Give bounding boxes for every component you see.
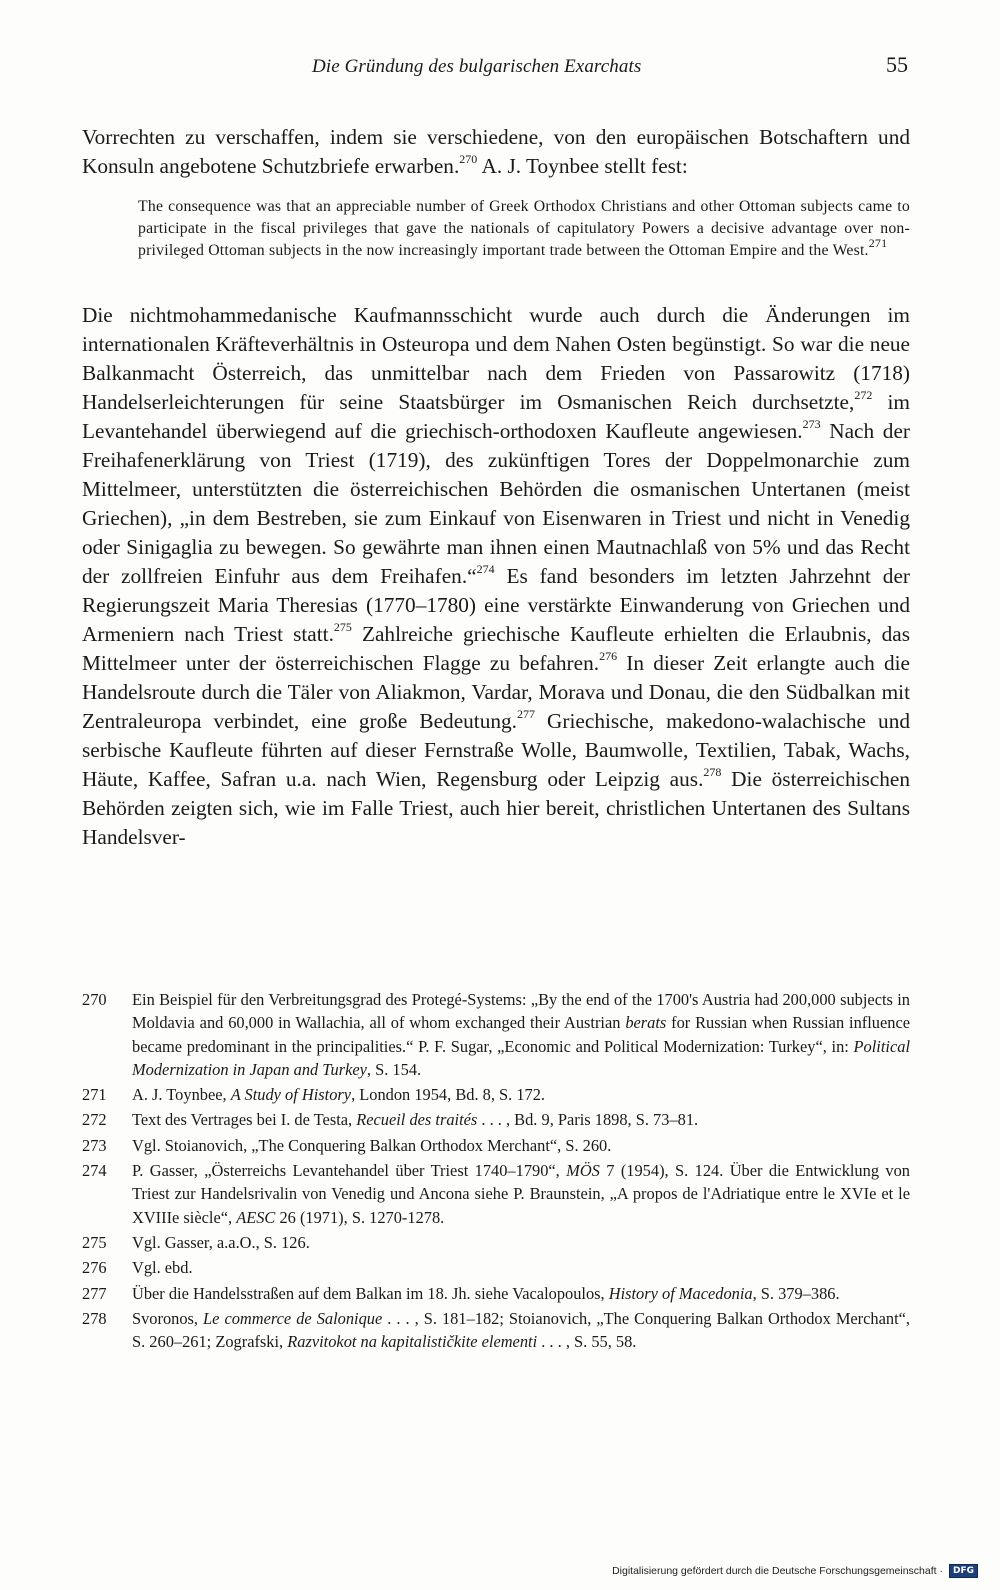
dfg-logo-icon: DFG — [949, 1564, 978, 1578]
footnote-number: 276 — [82, 1258, 107, 1278]
footnote-ref-273: 273 — [802, 416, 821, 431]
digitization-credit — [612, 1564, 978, 1578]
footnote-text: Ein Beispiel für den Verbreitungsgrad des Protegé-Systems: „By the end of the 1700's Austria had 200,000 subjects in Moldavia and 60,000 in Wallachia, all of whom exchanged their Austrian berats for Russian when Russian influence became predominant in the principalities.“ P. F. Sugar, „Economic and Political Modernization: Turkey“, in: Political Modernization in Japan and Turkey, S. 154. — [132, 990, 910, 1079]
footnote-277 — [82, 1282, 910, 1305]
paragraph-text: Die nichtmohammedanische Kaufmannsschicht wurde auch durch die Änderungen im internationalen Kräfteverhältnis in Osteuropa und dem Nahen Osten begünstigt. So war die neue Balkanmacht Österreich, das unmittelbar nach dem Frieden von Passarowitz (1718) Handelserleichterungen für seine Staatsbürger im Osmanischen Reich durchsetzte, — [82, 303, 910, 414]
footnote-270 — [82, 988, 910, 1081]
paragraph-text: Griechische, makedono-walachische und serbische Kaufleute führten auf dieser Fernstraße Wolle, Baumwolle, Textilien, Tabak, Wachs, Häute, Kaffee, Safran u.a. nach Wien, Regensburg oder Leipzig aus. — [82, 709, 911, 791]
funding-text: Digitalisierung gefördert durch die Deutsche Forschungsgemeinschaft · — [612, 1565, 943, 1577]
footnote-text: Vgl. ebd. — [132, 1258, 193, 1278]
footnote-ref-272: 272 — [854, 387, 873, 402]
footnote-ref-270: 270 — [459, 151, 478, 166]
block-quote — [138, 196, 910, 263]
footnote-272 — [82, 1108, 910, 1131]
footnotes — [82, 988, 910, 1355]
footnote-number: 274 — [82, 1161, 107, 1181]
paragraph-1 — [82, 123, 910, 181]
footnote-text: Vgl. Stoianovich, „The Conquering Balkan Orthodox Merchant“, S. 260. — [132, 1135, 612, 1155]
footnote-ref-276: 276 — [599, 648, 618, 663]
footnote-number: 275 — [82, 1232, 107, 1252]
footnote-text: Svoronos, Le commerce de Salonique . . . , S. 181–182; Stoianovich, „The Conquering Balkan Orthodox Merchant“, S. 260–261; Zografski, Razvitokot na kapitalističkite elementi . . . , S. 55, 58. — [132, 1308, 910, 1352]
footnote-text: P. Gasser, „Österreichs Levantehandel über Triest 1740–1790“, MÖS 7 (1954), S. 124. Über die Entwicklung von Triest zur Handelsrivalin von Venedig und Ancona siehe P. Braunstein, „A propos de l'Adriatique entre le XVIe et le XVIIIe siècle“, AESC 26 (1971), S. 1270-1278. — [132, 1161, 910, 1227]
running-title: Die Gründung des bulgarischen Exarchats — [312, 56, 642, 77]
footnote-number: 273 — [82, 1135, 107, 1155]
page-header — [82, 52, 910, 82]
footnote-278 — [82, 1307, 910, 1354]
footnote-ref-274: 274 — [476, 561, 495, 576]
paragraph-text: Die österreichischen Behörden zeigten sich, wie im Falle Triest, auch hier bereit, christlichen Untertanen des Sultans Handelsver- — [82, 767, 911, 849]
footnote-number: 277 — [82, 1283, 107, 1303]
paragraph-text: Es fand besonders im letzten Jahrzehnt der Regierungszeit Maria Theresias (1770–1780) eine verstärkte Einwanderung von Griechen und Armeniern nach Triest statt. — [82, 564, 910, 646]
footnote-ref-277: 277 — [516, 706, 535, 721]
footnote-271 — [82, 1083, 910, 1106]
footnote-number: 270 — [82, 990, 107, 1009]
footnote-number: 278 — [82, 1308, 107, 1328]
footnote-275 — [82, 1231, 910, 1254]
footnote-number: 271 — [82, 1085, 107, 1105]
footnote-text: A. J. Toynbee, A Study of History, London 1954, Bd. 8, S. 172. — [132, 1085, 546, 1105]
footnote-text: Text des Vertrages bei I. de Testa, Recueil des traités . . . , Bd. 9, Paris 1898, S. 73–81. — [132, 1110, 699, 1130]
footnote-ref-275: 275 — [333, 619, 352, 634]
paragraph-text: A. J. Toynbee stellt fest: — [477, 154, 688, 178]
footnote-text: Über die Handelsstraßen auf dem Balkan im 18. Jh. siehe Vacalopoulos, History of Macedonia, S. 379–386. — [132, 1283, 840, 1303]
footnote-274 — [82, 1159, 910, 1229]
footnote-number: 272 — [82, 1110, 107, 1130]
paragraph-text: In dieser Zeit erlangte auch die Handelsroute durch die Täler von Aliakmon, Vardar, Morava und Donau, die den Südbalkan mit Zentraleuropa verbindet, eine große Bedeutung. — [82, 651, 910, 733]
page-number: 55 — [886, 52, 908, 77]
footnote-273 — [82, 1134, 910, 1157]
paragraph-text: im Levantehandel überwiegend auf die griechisch-orthodoxen Kaufleute angewiesen. — [82, 390, 910, 443]
paragraph-text: Zahlreiche griechische Kaufleute erhielten die Erlaubnis, das Mittelmeer unter der österreichischen Flagge zu befahren. — [82, 622, 911, 675]
quote-text: The consequence was that an appreciable number of Greek Orthodox Christians and other Ottoman subjects came to participate in the fiscal privileges that gave the nationals of capitulatory Powers a decisive advantage over non-privileged Ottoman subjects in the now increasingly important trade between the Ottoman Empire and the West. — [138, 198, 910, 260]
footnote-ref-271: 271 — [868, 236, 888, 251]
paragraph-2 — [82, 301, 910, 852]
paragraph-text: Vorrechten zu verschaffen, indem sie verschiedene, von den europäischen Botschaftern und Konsuln angebotene Schutzbriefe erwarben. — [82, 125, 910, 178]
footnote-ref-278: 278 — [703, 764, 722, 779]
footnote-text: Vgl. Gasser, a.a.O., S. 126. — [132, 1232, 310, 1252]
footnote-276 — [82, 1256, 910, 1279]
paragraph-text: Nach der Freihafenerklärung von Triest (1719), des zukünftigen Tores der Doppelmonarchie zum Mittelmeer, unterstützten die österreichischen Behörden die osmanischen Untertanen (meist Griechen), „in dem Bestreben, sie zum Einkauf von Eisenwaren in Triest und nicht in Venedig oder Sinigaglia zu bewegen. So gewährte man ihnen einen Mautnachlaß von 5% und das Recht der zollfreien Einfuhr aus dem Freihafen.“ — [82, 419, 910, 588]
